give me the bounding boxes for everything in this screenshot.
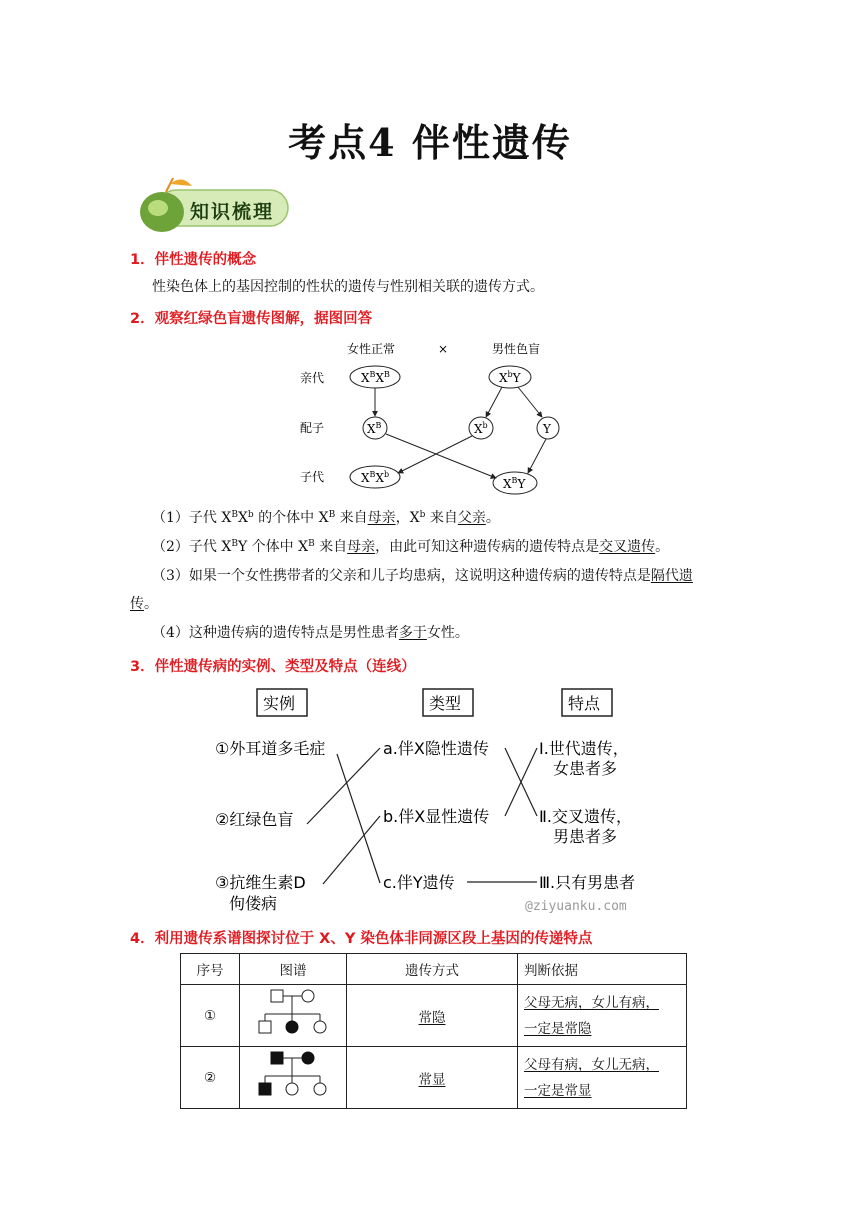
section-1-heading: 1．伴性遗传的概念 (130, 252, 257, 268)
svg-text:Y: Y (543, 422, 551, 436)
section-1-body: 性染色体上的基因控制的性状的遗传与性别相关联的遗传方式。 (152, 279, 544, 295)
type-b: b.伴X显性遗传 (383, 807, 490, 826)
answer-2a: 母亲 (347, 539, 376, 555)
question-3-cont: 传。 (130, 596, 158, 612)
table-header-row: 序号 图谱 遗传方式 判断依据 (181, 954, 687, 985)
col-examples: 实例 (263, 694, 296, 713)
pedigree-table (180, 953, 687, 1109)
example-3: ③抗维生素D (215, 873, 306, 892)
row-label-parent: 亲代 (300, 371, 325, 385)
answer-1a: 母亲 (367, 510, 396, 526)
pedigree-dominant-icon (258, 1050, 328, 1102)
section-4-heading: 4．利用遗传系谱图探讨位于 X、Y 染色体非同源区段上基因的传递特点 (130, 931, 593, 947)
type-c: c.伴Y遗传 (383, 873, 455, 892)
section-2-heading: 2．观察红绿色盲遗传图解，据图回答 (130, 311, 373, 327)
label-male-colorblind: 男性色盲 (492, 342, 541, 356)
svg-text:XBXB: $X^BX^B$ (361, 370, 390, 385)
answer-3a: 隔代遗 (650, 568, 693, 584)
answer-3b: 传 (130, 596, 144, 612)
type-a: a.伴X隐性遗传 (383, 739, 489, 758)
col-traits: 特点 (568, 694, 601, 713)
col-types: 类型 (429, 694, 462, 713)
question-4: （4）这种遗传病的遗传特点是男性患者多于女性。 (152, 625, 469, 641)
label-cross: × (438, 342, 449, 356)
table-row: ② 常显 父母有病，女儿无病， 一定是常显 (181, 1047, 687, 1109)
answer-4: 多于 (398, 625, 427, 641)
question-1: （1）子代 $X^BX^b$ 的个体中 $X^B$ 来自母亲，$X^b$ 来自父亲。 (152, 510, 500, 526)
svg-text:Xb: $X^b$ (474, 421, 488, 436)
pedigree-recessive-icon (258, 988, 328, 1040)
watermark: @ziyuanku.com (525, 899, 627, 914)
trait-2: Ⅱ.交叉遗传， (539, 807, 632, 826)
svg-text:XBXb: $X^BX^b$ (361, 470, 390, 485)
example-2: ②红绿色盲 (215, 810, 294, 829)
row-label-offspring: 子代 (300, 470, 325, 484)
trait-1: Ⅰ.世代遗传， (539, 739, 629, 758)
table-row: ① 常隐 父母无病，女儿有病， 一定是常隐 (181, 985, 687, 1047)
color-blindness-cross-diagram (290, 335, 580, 500)
svg-text:XbY: $X^bY$ (499, 370, 521, 385)
example-1: ①外耳道多毛症 (215, 739, 326, 758)
trait-1-cont: 女患者多 (553, 759, 618, 778)
question-2: （2）子代 $X^BY$ 个体中 $X^B$ 来自母亲，由此可知这种遗传病的遗传特点是交叉遗传。 (152, 539, 670, 555)
matching-diagram (205, 686, 665, 916)
svg-text:XBY: $X^BY$ (503, 476, 526, 491)
row-label-gamete: 配子 (300, 421, 325, 435)
answer-1b: 父亲 (457, 510, 486, 526)
page-title: 考点4 伴性遗传 (288, 120, 572, 165)
section-3-heading: 3．伴性遗传病的实例、类型及特点（连线） (130, 659, 416, 675)
example-3-cont: 佝偻病 (229, 894, 278, 913)
answer-2b: 交叉遗传 (599, 539, 656, 555)
trait-2-cont: 男患者多 (553, 827, 618, 846)
trait-3: Ⅲ.只有男患者 (539, 873, 636, 892)
question-3: （3）如果一个女性携带者的父亲和儿子均患病，这说明这种遗传病的遗传特点是隔代遗 (152, 568, 693, 584)
label-female-normal: 女性正常 (347, 342, 396, 356)
section-banner-label: 知识梳理 (190, 201, 275, 223)
svg-text:XB: $X^B$ (367, 421, 382, 436)
